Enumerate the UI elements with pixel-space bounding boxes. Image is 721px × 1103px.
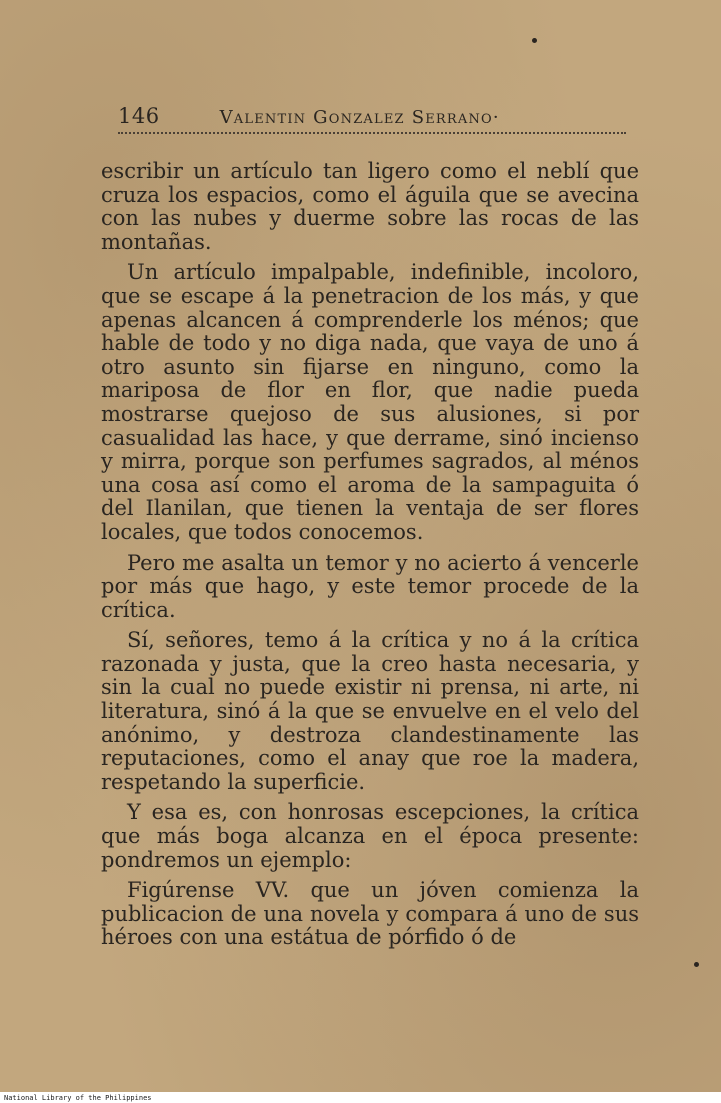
ink-speck bbox=[694, 962, 699, 967]
paragraph: Figúrense VV. que un jóven comienza la publicacion de una novela y compara á uno de sus héroes con una estátua de pórfido ó de bbox=[101, 878, 639, 950]
paragraph: Sí, señores, temo á la crítica y no á la crítica razonada y justa, que la creo hasta necesaria, y sin la cual no puede existir ni prensa, ni arte, ni literatura, sinó á la que se envuelve en el velo del anónimo, y destroza clandestinamente las reputaciones, como el anay que roe la madera, respetando la superficie. bbox=[101, 628, 639, 794]
library-attribution: National Library of the Philippines bbox=[4, 1094, 152, 1102]
paragraph: Y esa es, con honrosas escepciones, la crítica que más boga alcanza en el época presente: pondremos un ejemplo: bbox=[101, 800, 639, 872]
page-number: 146 bbox=[118, 104, 160, 128]
paragraph: escribir un artículo tan ligero como el neblí que cruza los espacios, como el águila que se avecina con las nubes y duerme sobre las rocas de las montañas. bbox=[101, 159, 639, 254]
ink-speck bbox=[532, 38, 537, 43]
header-rule bbox=[118, 132, 626, 134]
body-text bbox=[101, 160, 639, 957]
running-head: Valentin Gonzalez Serrano· bbox=[219, 107, 500, 128]
page-header bbox=[118, 104, 628, 128]
paragraph: Un artículo impalpable, indefinible, incoloro, que se escape á la penetracion de los más, y que apenas alcancen á comprenderle los ménos; que hable de todo y no diga nada, que vaya de uno á otro asunto sin fijarse en ninguno, como la mariposa de flor en flor, que nadie pueda mostrarse quejoso de sus alusiones, si por casualidad las hace, y que derrame, sinó incienso y mirra, porque son perfumes sagrados, al ménos una cosa así como el aroma de la sampaguita ó del Ilanilan, que tienen la ventaja de ser flores locales, que todos conocemos. bbox=[101, 260, 639, 544]
paragraph: Pero me asalta un temor y no acierto á vencerle por más que hago, y este temor procede de la crítica. bbox=[101, 550, 639, 622]
